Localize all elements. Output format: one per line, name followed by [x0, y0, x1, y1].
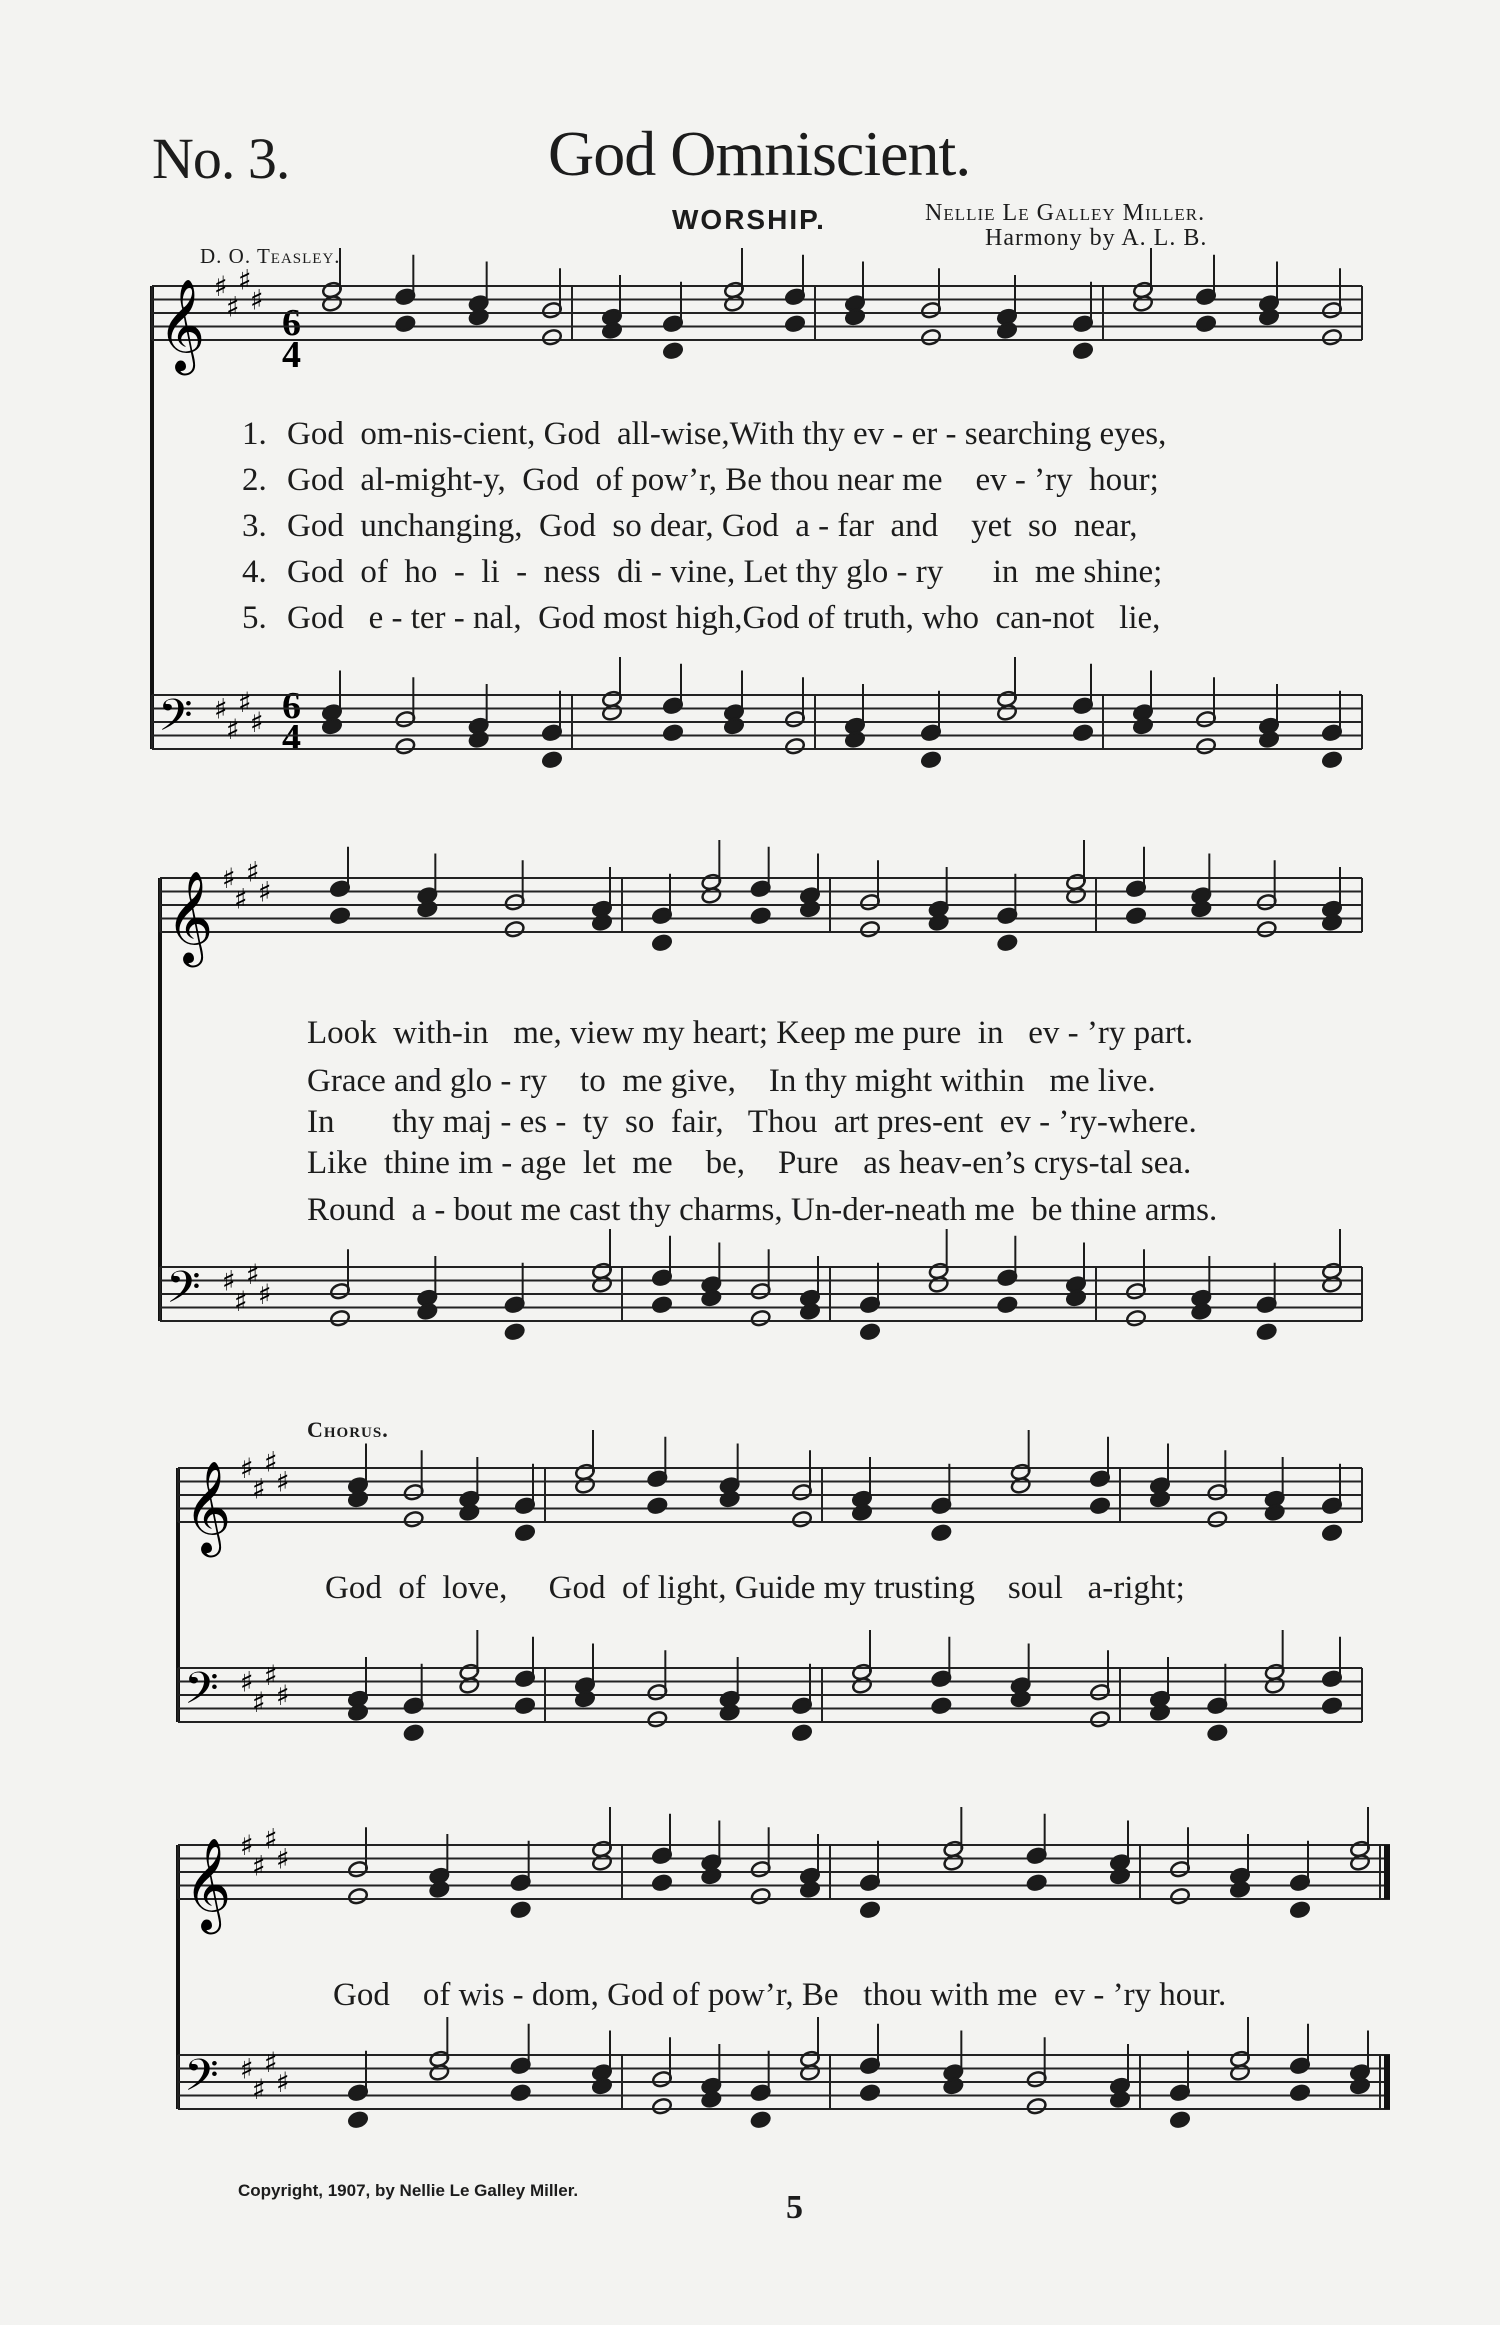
- note-head: [591, 2077, 612, 2095]
- verse-number: 4.: [242, 554, 267, 590]
- note-head: [468, 730, 489, 748]
- note-head: [1258, 308, 1279, 326]
- verse-line: Round a - bout me cast thy charms, Un-der-neath me be thine arms.: [307, 1192, 1218, 1228]
- note-head: [1169, 1887, 1190, 1905]
- note-head: [928, 1275, 949, 1293]
- verse-line: In thy maj - es - ty so fair, Thou art pres-ent ev - ’ry-where.: [307, 1104, 1197, 1140]
- treble-clef: 𝄞: [184, 1837, 232, 1930]
- note-head: [347, 1490, 368, 1508]
- sharp-sign: ♯: [264, 1822, 278, 1856]
- note-head: [647, 1710, 668, 1728]
- note-head: [417, 900, 438, 918]
- time-signature-top: 6: [282, 302, 301, 344]
- note-head: [799, 900, 820, 918]
- copyright-notice: Copyright, 1907, by Nellie Le Galley Miller.: [238, 2181, 579, 2200]
- note-head: [1010, 1690, 1031, 1708]
- sharp-sign: ♯: [252, 1472, 266, 1506]
- chorus-line: God of wis - dom, God of pow’r, Be thou with me ev - ’ry hour.: [333, 1977, 1227, 2013]
- note-head: [347, 2111, 368, 2129]
- sharp-sign: ♯: [222, 862, 236, 895]
- verse-line: God of ho - li - ness di - vine, Let thy glo - ry in me shine;: [287, 554, 1163, 590]
- note-head: [395, 315, 416, 333]
- note-head: [395, 737, 416, 755]
- note-head: [403, 1724, 424, 1742]
- note-head: [510, 2084, 531, 2102]
- note-head: [1125, 1309, 1146, 1327]
- note-head: [1321, 1275, 1342, 1293]
- note-head: [750, 1309, 771, 1327]
- sharp-sign: ♯: [246, 1257, 260, 1291]
- note-head: [859, 1901, 880, 1919]
- sharp-sign: ♯: [226, 290, 240, 324]
- note-head: [851, 1676, 872, 1694]
- note-head: [574, 1476, 595, 1494]
- note-head: [928, 913, 949, 931]
- note-head: [920, 751, 941, 769]
- note-head: [859, 1323, 880, 1341]
- note-head: [799, 1302, 820, 1320]
- note-head: [1256, 1323, 1277, 1341]
- note-head: [844, 730, 865, 748]
- note-head: [1195, 737, 1216, 755]
- note-head: [601, 703, 622, 721]
- sharp-sign: ♯: [240, 1665, 254, 1699]
- note-head: [1072, 724, 1093, 742]
- note-head: [996, 321, 1017, 339]
- note-head: [719, 1703, 740, 1721]
- note-head: [1132, 294, 1153, 312]
- verse-line: Like thine im - age let me be, Pure as heav-en’s crys-tal sea.: [307, 1145, 1192, 1181]
- hymn-harmony: Harmony by A. L. B.: [985, 225, 1208, 251]
- note-head: [514, 1524, 535, 1542]
- note-head: [1149, 1703, 1170, 1721]
- note-head: [931, 1697, 952, 1715]
- sharp-sign: ♯: [250, 706, 264, 739]
- note-head: [1149, 1490, 1170, 1508]
- page-number: 5: [786, 2189, 803, 2226]
- note-head: [651, 1874, 672, 1892]
- verse-number: 5.: [242, 600, 267, 636]
- note-head: [321, 294, 342, 312]
- sharp-sign: ♯: [264, 1445, 278, 1479]
- note-head: [1256, 920, 1277, 938]
- note-head: [574, 1690, 595, 1708]
- note-head: [321, 717, 342, 735]
- sharp-sign: ♯: [252, 1685, 266, 1719]
- verse-number: 2.: [242, 462, 267, 498]
- note-head: [541, 751, 562, 769]
- sharp-sign: ♯: [238, 685, 252, 719]
- note-head: [347, 1703, 368, 1721]
- note-head: [750, 2111, 771, 2129]
- note-head: [504, 920, 525, 938]
- note-head: [591, 1853, 612, 1871]
- note-head: [791, 1724, 812, 1742]
- note-head: [347, 1887, 368, 1905]
- sharp-sign: ♯: [252, 2072, 266, 2106]
- note-head: [504, 1323, 525, 1341]
- time-signature-bottom: 4: [282, 334, 301, 376]
- note-head: [1321, 1697, 1342, 1715]
- note-head: [1258, 730, 1279, 748]
- note-head: [1125, 907, 1146, 925]
- note-head: [1026, 1874, 1047, 1892]
- sharp-sign: ♯: [234, 1284, 248, 1318]
- verse-number: 3.: [242, 508, 267, 544]
- time-signature-bottom: 4: [282, 717, 301, 759]
- note-head: [997, 1296, 1018, 1314]
- note-head: [429, 1880, 450, 1898]
- verse-line: Grace and glo - ry to me give, In thy might within me live.: [307, 1063, 1156, 1099]
- note-head: [1349, 2077, 1370, 2095]
- sharp-sign: ♯: [240, 1829, 254, 1862]
- verse-line: God al-might-y, God of pow’r, Be thou near me ev - ’ry hour;: [287, 462, 1159, 498]
- note-head: [1089, 1710, 1110, 1728]
- note-head: [723, 294, 744, 312]
- sharp-sign: ♯: [252, 1849, 266, 1883]
- note-head: [651, 934, 672, 952]
- treble-clef: 𝄞: [184, 1460, 232, 1553]
- note-head: [859, 2084, 880, 2102]
- note-head: [1072, 342, 1093, 360]
- sharp-sign: ♯: [258, 1278, 272, 1311]
- note-head: [943, 2077, 964, 2095]
- sharp-sign: ♯: [214, 270, 228, 303]
- note-head: [601, 321, 622, 339]
- sharp-sign: ♯: [246, 855, 260, 889]
- hymn-composer: D. O. Teasley.: [200, 244, 341, 268]
- note-head: [1026, 2097, 1047, 2115]
- note-head: [701, 886, 722, 904]
- note-head: [784, 315, 805, 333]
- note-head: [1132, 717, 1153, 735]
- note-head: [1010, 1476, 1031, 1494]
- hymn-section: WORSHIP.: [672, 204, 826, 235]
- verse-line: God unchanging, God so dear, God a - far and yet so near,: [287, 508, 1138, 544]
- note-head: [403, 1510, 424, 1528]
- sharp-sign: ♯: [276, 2066, 290, 2099]
- bass-clef: 𝄢: [184, 2049, 219, 2112]
- note-head: [1065, 886, 1086, 904]
- chorus-line: God of love, God of light, Guide my trusting soul a-right;: [325, 1570, 1185, 1606]
- hymn-author: Nellie Le Galley Miller.: [925, 200, 1206, 226]
- sharp-sign: ♯: [226, 712, 240, 746]
- note-head: [1264, 1676, 1285, 1694]
- note-head: [541, 328, 562, 346]
- verse-line: God e - ter - nal, God most high,God of truth, who can-not lie,: [287, 600, 1161, 636]
- sharp-sign: ♯: [250, 283, 264, 317]
- bass-clef: 𝄢: [184, 1662, 219, 1725]
- sharp-sign: ♯: [258, 875, 272, 909]
- note-head: [997, 934, 1018, 952]
- note-head: [459, 1676, 480, 1694]
- note-head: [1321, 1524, 1342, 1542]
- note-head: [1289, 2084, 1310, 2102]
- note-head: [920, 328, 941, 346]
- note-head: [651, 2097, 672, 2115]
- note-head: [701, 1289, 722, 1307]
- verse-line: Look with-in me, view my heart; Keep me pure in ev - ’ry part.: [307, 1015, 1194, 1051]
- note-head: [943, 1853, 964, 1871]
- time-signature-top: 6: [282, 685, 301, 727]
- note-head: [429, 2063, 450, 2081]
- note-head: [1195, 315, 1216, 333]
- note-head: [996, 703, 1017, 721]
- note-head: [701, 1867, 722, 1885]
- note-head: [750, 907, 771, 925]
- note-head: [1191, 1302, 1212, 1320]
- note-head: [784, 737, 805, 755]
- sharp-sign: ♯: [214, 692, 228, 726]
- note-head: [859, 920, 880, 938]
- note-head: [1321, 751, 1342, 769]
- note-head: [1321, 913, 1342, 931]
- note-head: [1169, 2111, 1190, 2129]
- note-head: [1109, 1867, 1130, 1885]
- note-head: [723, 717, 744, 735]
- note-head: [1207, 1510, 1228, 1528]
- treble-clef: 𝄞: [158, 278, 206, 371]
- note-head: [791, 1510, 812, 1528]
- note-head: [1109, 2090, 1130, 2108]
- note-head: [1191, 900, 1212, 918]
- note-head: [510, 1901, 531, 1919]
- note-head: [651, 1296, 672, 1314]
- note-head: [1264, 1503, 1285, 1521]
- sharp-sign: ♯: [240, 1452, 254, 1485]
- note-head: [844, 308, 865, 326]
- note-head: [1229, 2063, 1250, 2081]
- note-head: [931, 1524, 952, 1542]
- note-head: [799, 1880, 820, 1898]
- note-head: [514, 1697, 535, 1715]
- chorus-label: Chorus.: [307, 1417, 389, 1442]
- note-head: [647, 1497, 668, 1515]
- note-head: [1289, 1901, 1310, 1919]
- sharp-sign: ♯: [264, 1658, 278, 1692]
- sharp-sign: ♯: [276, 1679, 290, 1712]
- note-head: [329, 907, 350, 925]
- note-head: [591, 1275, 612, 1293]
- sharp-sign: ♯: [222, 1264, 236, 1298]
- note-head: [851, 1503, 872, 1521]
- sharp-sign: ♯: [276, 1842, 290, 1876]
- note-head: [1321, 328, 1342, 346]
- note-head: [468, 308, 489, 326]
- sharp-sign: ♯: [264, 2045, 278, 2079]
- sharp-sign: ♯: [276, 1465, 290, 1499]
- verse-line: God om-nis-cient, God all-wise,With thy ev - er - searching eyes,: [287, 416, 1167, 452]
- bass-clef: 𝄢: [166, 1261, 201, 1324]
- note-head: [662, 342, 683, 360]
- note-head: [1089, 1497, 1110, 1515]
- note-head: [1065, 1289, 1086, 1307]
- sharp-sign: ♯: [234, 882, 248, 916]
- hymn-title: God Omniscient.: [548, 118, 971, 189]
- note-head: [799, 2063, 820, 2081]
- note-head: [417, 1302, 438, 1320]
- note-head: [719, 1490, 740, 1508]
- note-head: [591, 913, 612, 931]
- note-head: [1349, 1853, 1370, 1871]
- hymn-number: No. 3.: [152, 126, 290, 191]
- sharp-sign: ♯: [240, 2052, 254, 2086]
- note-head: [459, 1503, 480, 1521]
- note-head: [1229, 1880, 1250, 1898]
- verse-number: 1.: [242, 416, 267, 452]
- sharp-sign: ♯: [238, 263, 252, 297]
- note-head: [701, 2090, 722, 2108]
- treble-clef: 𝄞: [166, 870, 214, 963]
- note-head: [750, 1887, 771, 1905]
- note-head: [1207, 1724, 1228, 1742]
- note-head: [662, 724, 683, 742]
- bass-clef: 𝄢: [158, 689, 193, 752]
- note-head: [329, 1309, 350, 1327]
